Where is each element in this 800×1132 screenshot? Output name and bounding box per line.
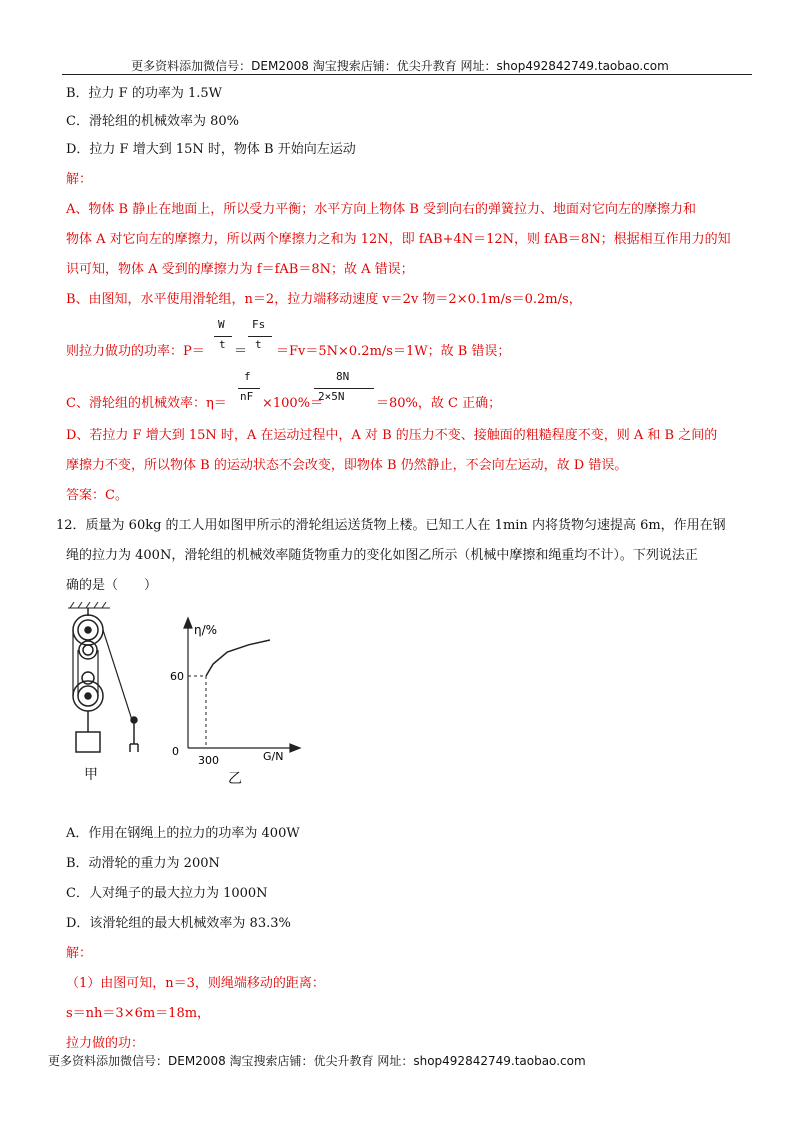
- q12-option-d: D．该滑轮组的最大机械效率为 83.3%: [66, 916, 291, 931]
- ceiling-hatch: [68, 602, 110, 608]
- q12-figure: [58, 598, 308, 788]
- fraction-f-numerator: f: [244, 370, 251, 383]
- prev-option-c: C．滑轮组的机械效率为 80%: [66, 114, 239, 129]
- solution-a-line3: 识可知，物体 A 受到的摩擦力为 f＝fAB＝8N；故 A 错误；: [66, 262, 414, 277]
- solution-a-line2: 物体 A 对它向左的摩擦力，所以两个摩擦力之和为 12N，即 fAB+4N＝12N，则 fAB＝8N；根据相互作用力的知: [66, 232, 731, 247]
- chart-axes: [184, 618, 300, 752]
- origin-label: 0: [172, 745, 179, 758]
- fraction-fs-numerator: Fs: [252, 318, 266, 331]
- solution-b-power-result: ＝Fv＝5N×0.2m/s＝1W；故 B 错误；: [276, 344, 511, 359]
- solution-label: 解：: [66, 172, 93, 187]
- solution-c-result: ＝80%，故 C 正确；: [376, 396, 502, 411]
- pulley-and-chart-figure: [58, 598, 308, 788]
- fraction-nf-denominator: nF: [240, 390, 254, 403]
- q12-option-a: A．作用在钢绳上的拉力的功率为 400W: [66, 826, 300, 841]
- solution-c-mid: ×100%＝: [262, 396, 324, 411]
- fraction-t-denominator: t: [219, 338, 226, 351]
- fraction-t-denominator: t: [255, 338, 262, 351]
- fraction-bar: [238, 388, 260, 389]
- q12-solution-label: 解：: [66, 946, 93, 961]
- load-block: [76, 732, 100, 752]
- header-divider: [62, 74, 752, 75]
- q12-stem-line2: 绳的拉力为 400N，滑轮组的机械效率随货物重力的变化如图乙所示（机械中摩擦和绳重均不计）。下列说法正: [66, 548, 698, 563]
- fraction-2x5n-denominator: 2×5N: [318, 390, 345, 403]
- q12-solution-line1: （1）由图可知，n＝3，则绳端移动的距离：: [66, 976, 325, 991]
- page-footer: 更多资料添加微信号：DEM2008 淘宝搜索店铺：优尖升教育 网址：shop492842749.taobao.com: [48, 1054, 586, 1068]
- q12-stem-line1: 12．质量为 60kg 的工人用如图甲所示的滑轮组运送货物上楼。已知工人在 1min 内将货物匀速提高 6m，作用在钢: [56, 518, 726, 533]
- y-tick-60: 60: [170, 670, 184, 683]
- solution-d-line2: 摩擦力不变，所以物体 B 的运动状态不会改变，即物体 B 仍然静止，不会向左运动，故 D 错误。: [66, 458, 628, 473]
- worker: [130, 717, 138, 752]
- chart-guides: [188, 676, 206, 748]
- prev-option-d: D．拉力 F 增大到 15N 时，物体 B 开始向左运动: [66, 142, 356, 157]
- q12-solution-line3: 拉力做的功：: [66, 1036, 145, 1051]
- figure-label-yi: 乙: [228, 771, 242, 787]
- page-header: 更多资料添加微信号：DEM2008 淘宝搜索店铺：优尖升教育 网址：shop492842749.taobao.com: [131, 59, 669, 73]
- solution-b-power-label: 则拉力做功的功率：P＝: [66, 344, 205, 359]
- solution-b-line1: B、由图知，水平使用滑轮组，n＝2，拉力端移动速度 v＝2v 物＝2×0.1m/s＝0.2m/s，: [66, 292, 582, 307]
- solution-a-line1: A、物体 B 静止在地面上，所以受力平衡；水平方向上物体 B 受到向右的弹簧拉力、地面对它向左的摩擦力和: [66, 202, 697, 217]
- fraction-bar: [314, 388, 374, 389]
- efficiency-curve: [206, 640, 270, 676]
- fraction-bar: [214, 336, 232, 337]
- fraction-w-numerator: W: [218, 318, 225, 331]
- y-axis-label: η/%: [194, 623, 218, 637]
- x-axis-label: G/N: [263, 750, 284, 763]
- q12-stem-line3: 确的是（ ）: [66, 578, 158, 593]
- solution-c-efficiency-label: C、滑轮组的机械效率：η＝: [66, 396, 227, 411]
- fraction-bar: [248, 336, 272, 337]
- q12-option-c: C．人对绳子的最大拉力为 1000N: [66, 886, 268, 901]
- q12-option-b: B．动滑轮的重力为 200N: [66, 856, 220, 871]
- fraction-8n-numerator: 8N: [336, 370, 350, 383]
- solution-d-line1: D、若拉力 F 增大到 15N 时，A 在运动过程中，A 对 B 的压力不变、接触面的粗糙程度不变，则 A 和 B 之间的: [66, 428, 718, 443]
- x-tick-300: 300: [198, 754, 219, 767]
- answer-line: 答案：C。: [66, 488, 128, 503]
- figure-label-jia: 甲: [84, 767, 98, 783]
- prev-option-b: B．拉力 F 的功率为 1.5W: [66, 86, 223, 101]
- q12-solution-line2: s＝nh＝3×6m＝18m，: [66, 1006, 211, 1021]
- equals-sign: ＝: [234, 344, 248, 359]
